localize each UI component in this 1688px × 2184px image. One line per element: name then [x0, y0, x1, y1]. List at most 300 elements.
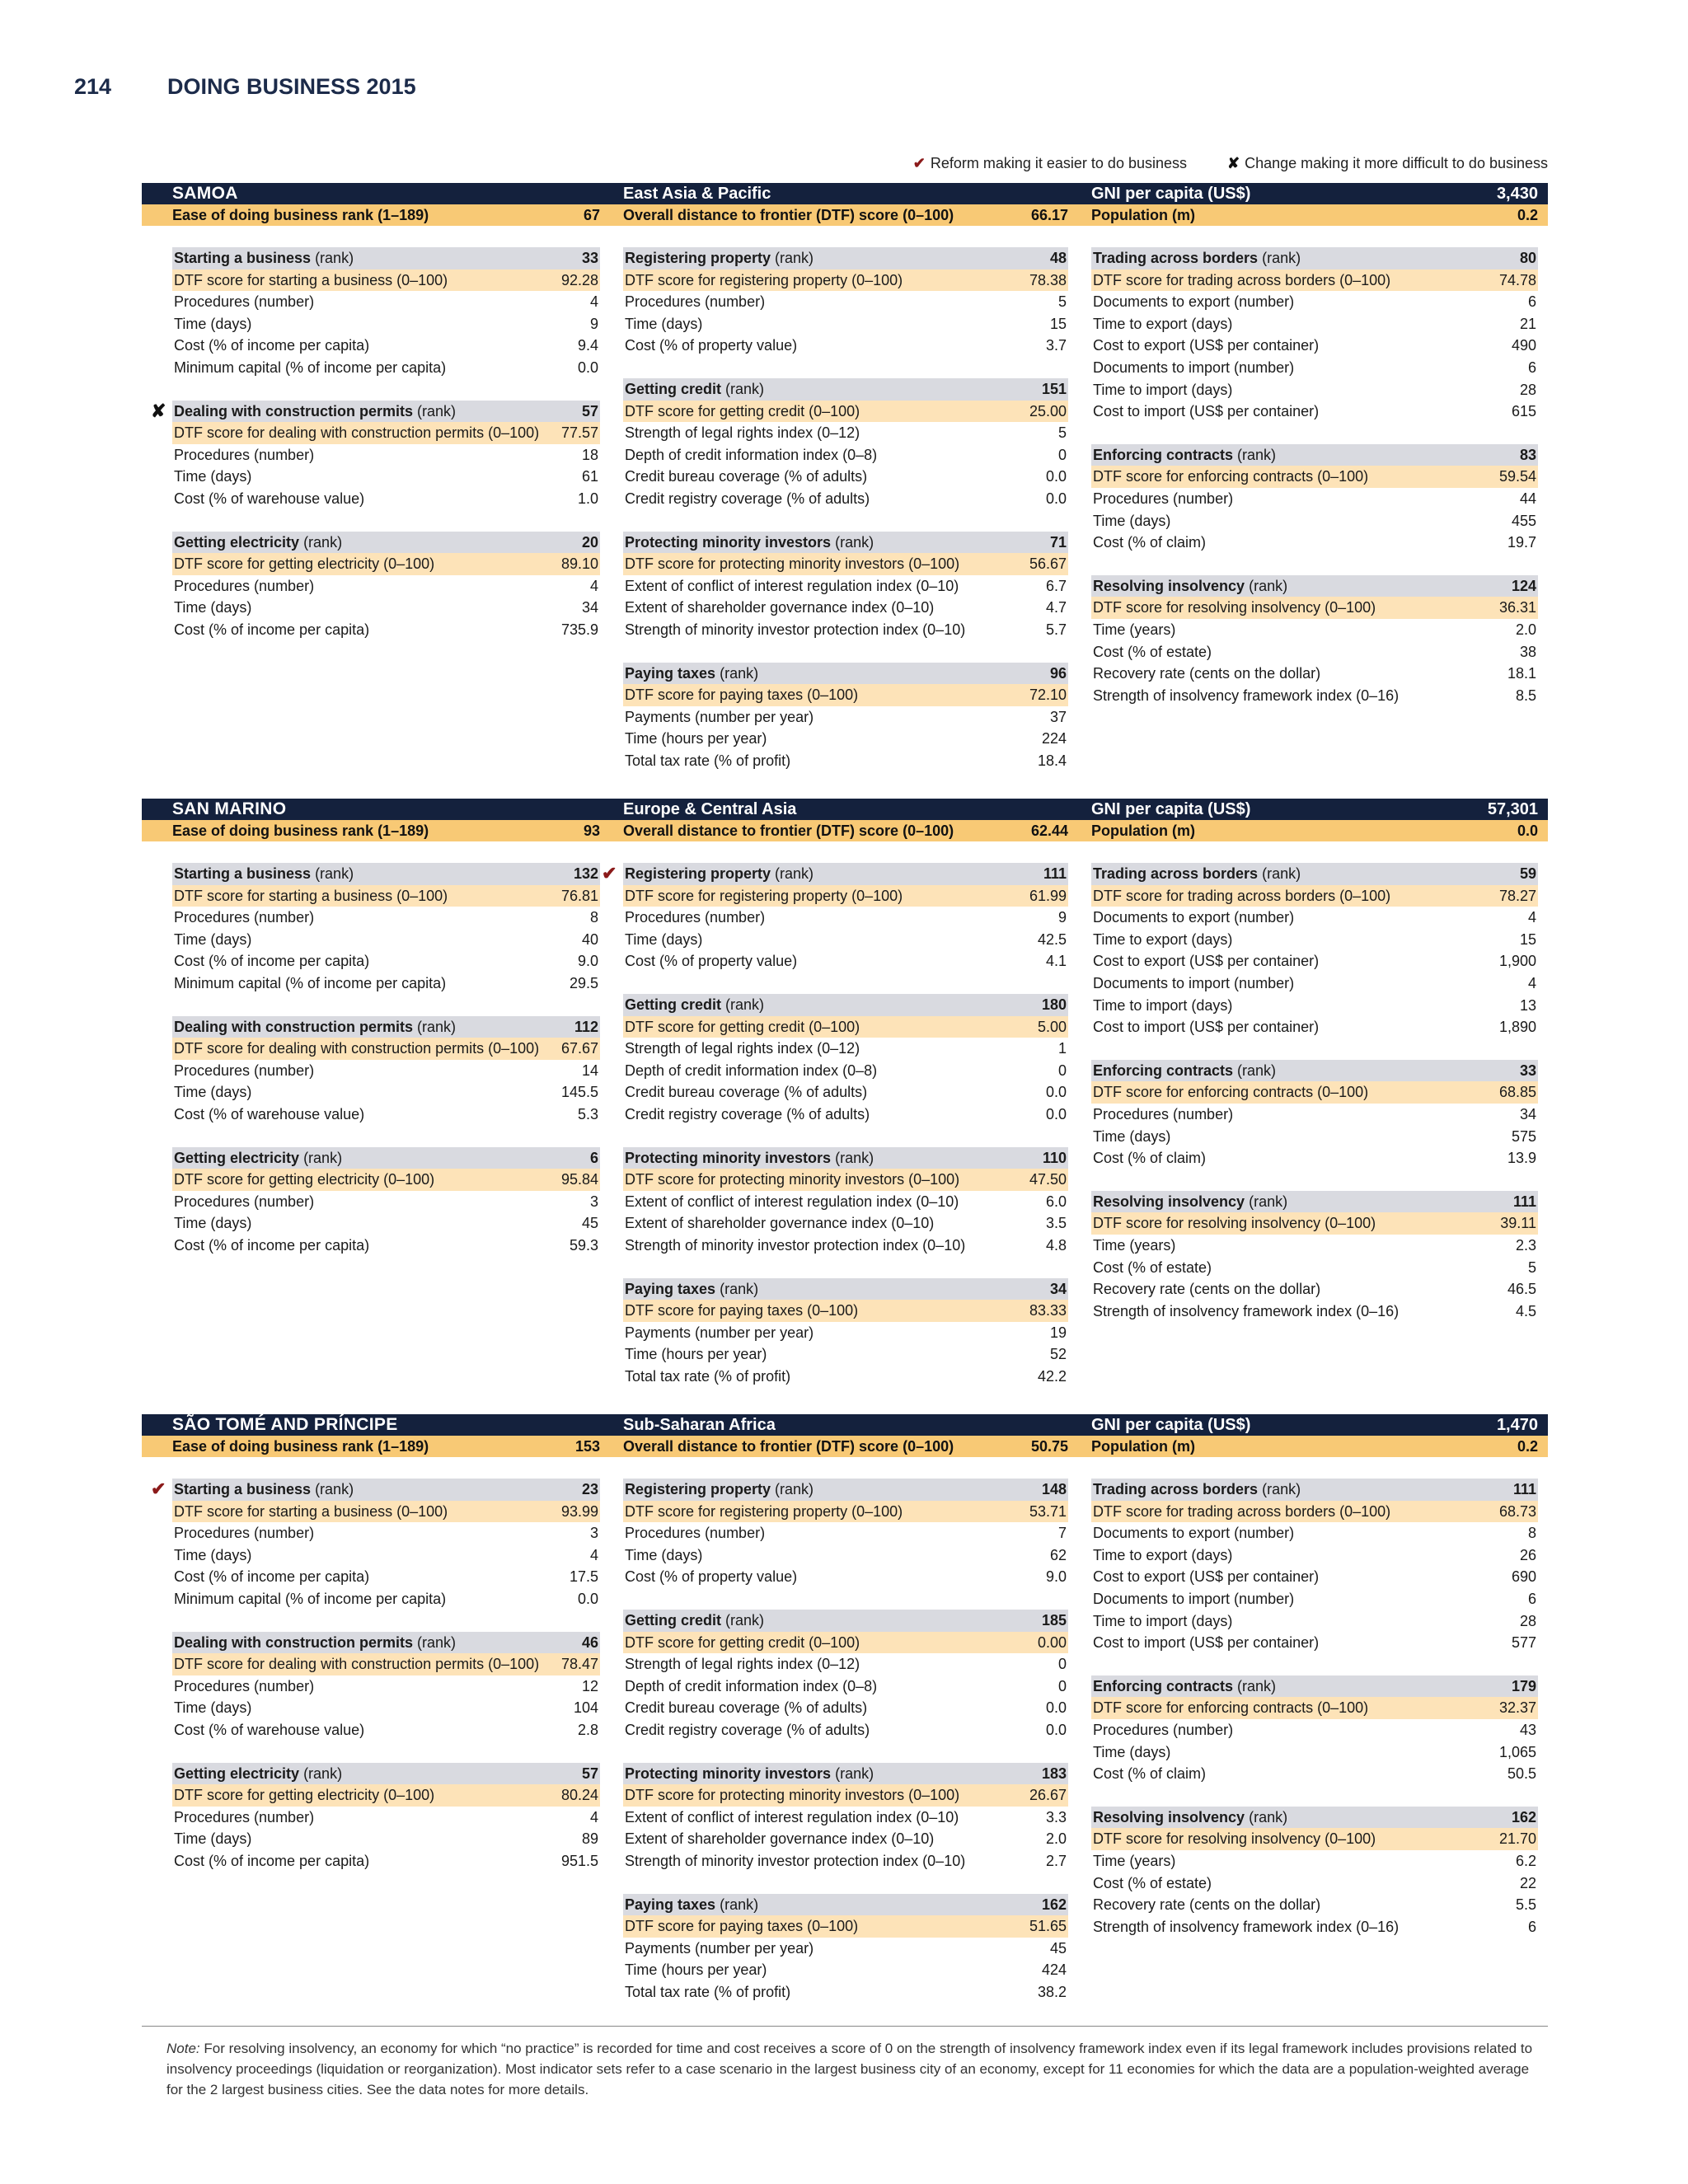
indicator-row — [1091, 1147, 1538, 1169]
indicator-row-label: Strength of minority investor protection index (0–10) — [625, 1852, 966, 1869]
indicator-title: Protecting minority investors — [625, 533, 832, 551]
indicator-block — [623, 1278, 1068, 1388]
indicator-title: Protecting minority investors — [625, 1149, 832, 1166]
economy-profile — [142, 183, 1548, 793]
dtf-score-label: DTF score for resolving insolvency (0–100) — [1093, 1830, 1376, 1848]
indicator-header — [623, 247, 1068, 269]
dtf-score-label: DTF score for starting a business (0–100) — [174, 271, 448, 288]
indicator-header — [1091, 247, 1538, 269]
indicator-row-value: 15 — [1049, 315, 1067, 332]
indicator-row-label: Strength of legal rights index (0–12) — [625, 1656, 860, 1673]
indicator-row — [172, 950, 600, 972]
indicator-title: Starting a business — [174, 865, 312, 882]
indicator-row-label: Time (hours per year) — [625, 1346, 767, 1363]
dtf-score-value: 95.84 — [560, 1171, 598, 1188]
indicator-title: Registering property — [625, 250, 771, 266]
indicator-row-value: 1 — [1057, 1040, 1067, 1057]
page-title: DOING BUSINESS 2015 — [167, 74, 416, 99]
dtf-score-value: 26.67 — [1029, 1787, 1067, 1804]
dtf-score-label: DTF score for registering property (0–100) — [625, 887, 903, 904]
indicator-title: Getting electricity — [174, 533, 300, 551]
indicator-row-label: Strength of minority investor protection index (0–10) — [625, 1236, 966, 1254]
indicator-row-label: Cost (% of estate) — [1093, 1258, 1212, 1276]
region: Europe & Central Asia — [623, 799, 797, 818]
dtf-score-row — [172, 422, 600, 444]
indicator-row — [1091, 1522, 1538, 1544]
indicator-row — [1091, 1719, 1538, 1741]
dtf-score-label: DTF score for trading across borders (0–100) — [1093, 271, 1391, 288]
indicator-row — [172, 972, 600, 995]
dtf-score-row — [1091, 269, 1538, 292]
indicator-row-value: 4 — [589, 1808, 598, 1825]
indicator-rank: 57 — [581, 1765, 598, 1782]
indicator-row — [623, 1719, 1068, 1741]
indicator-row-label: Strength of insolvency framework index (0–16) — [1093, 1302, 1400, 1319]
indicator-block — [623, 1147, 1068, 1257]
ease-label: Ease of doing business rank (1–189) — [172, 822, 429, 839]
indicator-row-value: 490 — [1511, 337, 1536, 354]
indicator-block — [623, 663, 1068, 772]
rank-word: (rank) — [835, 1765, 874, 1782]
indicator-row — [1091, 641, 1538, 663]
indicator-header — [623, 532, 1068, 554]
indicator-row — [623, 444, 1068, 466]
legend-reform-label: Reform making it easier to do business — [930, 155, 1188, 171]
indicator-row-value: 1,890 — [1498, 1019, 1536, 1036]
indicator-block — [623, 378, 1068, 510]
indicator-row — [172, 291, 600, 313]
indicator-row-label: Credit bureau coverage (% of adults) — [625, 1699, 868, 1717]
legend-change-label: Change making it more difficult to do business — [1245, 155, 1548, 171]
dtf-score-label: DTF score for getting electricity (0–100) — [174, 1171, 435, 1188]
indicator-row-value: 19.7 — [1507, 534, 1536, 551]
ease-value: 67 — [583, 206, 600, 223]
indicator-row-label: Cost (% of income per capita) — [174, 337, 370, 354]
gni-label: GNI per capita (US$) — [1091, 799, 1251, 818]
indicator-row-label: Cost to export (US$ per container) — [1093, 953, 1320, 970]
rank-word: (rank) — [417, 1018, 457, 1035]
indicator-block — [623, 1479, 1068, 1588]
indicator-row-label: Strength of insolvency framework index (0–16) — [1093, 687, 1400, 704]
indicator-row-label: Total tax rate (% of profit) — [625, 1983, 791, 2000]
indicator-row-value: 17.5 — [569, 1568, 598, 1586]
economy-header-band — [142, 799, 1548, 820]
indicator-row-value: 2.7 — [1045, 1852, 1067, 1869]
economy-header-band — [142, 1414, 1548, 1436]
dtf-score-value: 67.67 — [560, 1040, 598, 1057]
indicator-row-value: 2.8 — [577, 1721, 598, 1738]
indicator-row-value: 6.0 — [1045, 1193, 1067, 1210]
indicator-row-label: Credit registry coverage (% of adults) — [625, 490, 870, 507]
indicator-rank: 110 — [1042, 1149, 1067, 1166]
indicator-row-value: 224 — [1041, 730, 1067, 748]
indicator-row-label: Cost (% of income per capita) — [174, 1852, 370, 1869]
dtf-score-row — [172, 1784, 600, 1807]
region: Sub-Saharan Africa — [623, 1415, 776, 1434]
indicator-row-value: 0.0 — [1045, 468, 1067, 485]
population-value: 0.2 — [1517, 1437, 1538, 1455]
gni-label: GNI per capita (US$) — [1091, 184, 1251, 203]
indicator-header — [172, 1016, 600, 1038]
dtf-score-row — [1091, 1828, 1538, 1850]
indicator-row-value: 735.9 — [560, 621, 598, 638]
indicator-rank: 33 — [1519, 1062, 1536, 1079]
indicator-row-label: Cost (% of property value) — [625, 337, 798, 354]
rank-word: (rank) — [417, 1633, 457, 1651]
indicator-row-value: 615 — [1511, 403, 1536, 420]
dtf-score-label: DTF score for getting electricity (0–100) — [174, 555, 435, 573]
indicator-row — [172, 1060, 600, 1082]
indicator-row-value: 0.0 — [577, 359, 598, 376]
indicator-row-label: Time (hours per year) — [625, 1961, 767, 1979]
indicator-row-label: Recovery rate (cents on the dollar) — [1093, 1281, 1321, 1298]
indicator-row-value: 18.4 — [1037, 752, 1067, 769]
indicator-row — [1091, 1257, 1538, 1279]
indicator-block — [623, 1763, 1068, 1872]
footnote — [142, 2026, 1548, 2100]
indicator-row-value: 6 — [1527, 359, 1536, 376]
dtf-score-label: DTF score for registering property (0–100) — [625, 271, 903, 288]
indicator-row-label: Procedures (number) — [174, 577, 315, 594]
indicator-row-value: 5.5 — [1515, 1896, 1536, 1914]
indicator-block — [172, 1763, 600, 1872]
legend — [877, 155, 1548, 172]
indicator-row — [1091, 950, 1538, 972]
indicator-row-value: 4 — [589, 577, 598, 594]
dtf-score-value: 89.10 — [560, 555, 598, 573]
indicator-row — [172, 1675, 600, 1698]
indicator-rank: 162 — [1041, 1896, 1067, 1913]
indicator-title: Registering property — [625, 1481, 771, 1497]
indicator-header — [623, 378, 1068, 401]
indicator-row — [623, 597, 1068, 619]
dtf-score-label: DTF score for protecting minority investors (0–100) — [625, 1171, 960, 1188]
indicator-row — [1091, 1544, 1538, 1567]
rank-word: (rank) — [417, 402, 457, 419]
indicator-row — [623, 291, 1068, 313]
dtf-score-row — [623, 553, 1068, 575]
dtf-score-row — [623, 1300, 1068, 1322]
indicator-row-label: Procedures (number) — [1093, 1721, 1234, 1738]
indicator-row — [172, 488, 600, 510]
indicator-row-label: Procedures (number) — [625, 293, 766, 311]
ease-label: Ease of doing business rank (1–189) — [172, 1437, 429, 1455]
indicator-row-value: 4.5 — [1515, 1302, 1536, 1319]
indicator-row-label: Cost (% of property value) — [625, 953, 798, 970]
dtf-score-label: DTF score for paying taxes (0–100) — [625, 1302, 859, 1319]
indicator-rank: 185 — [1041, 1611, 1067, 1629]
indicator-row-label: Time (days) — [174, 468, 252, 485]
indicator-header — [1091, 1807, 1538, 1829]
indicator-row-value: 15 — [1519, 930, 1536, 948]
indicator-title: Getting credit — [625, 380, 722, 397]
indicator-row-label: Time to import (days) — [1093, 996, 1233, 1014]
dtf-score-label: DTF score for protecting minority investors (0–100) — [625, 1787, 960, 1804]
indicator-column — [602, 863, 1078, 1408]
rank-word: (rank) — [835, 533, 874, 551]
indicator-row — [623, 1959, 1068, 1981]
indicator-row-value: 9.0 — [577, 953, 598, 970]
indicator-row-label: Procedures (number) — [174, 293, 315, 311]
indicator-row-label: Cost (% of income per capita) — [174, 1236, 370, 1254]
indicator-header — [623, 1479, 1068, 1501]
indicator-row-label: Strength of legal rights index (0–12) — [625, 424, 860, 442]
indicator-row — [172, 1719, 600, 1741]
rank-word: (rank) — [303, 1149, 343, 1166]
indicator-row-value: 3.3 — [1045, 1808, 1067, 1825]
indicator-block — [1091, 1479, 1538, 1654]
dtf-score-label: DTF score for resolving insolvency (0–100) — [1093, 599, 1376, 616]
population-value: 0.0 — [1517, 822, 1538, 839]
indicator-row-label: Total tax rate (% of profit) — [625, 752, 791, 769]
indicator-row — [172, 1828, 600, 1850]
indicator-rank: 96 — [1049, 664, 1067, 682]
indicator-header — [172, 1479, 600, 1501]
indicator-row-value: 0 — [1057, 1677, 1067, 1694]
indicator-title: Trading across borders — [1093, 865, 1259, 882]
gni-value: 57,301 — [1487, 799, 1538, 818]
indicator-row-value: 45 — [1049, 1939, 1067, 1957]
indicator-row-label: Documents to import (number) — [1093, 974, 1295, 991]
indicator-row — [623, 575, 1068, 598]
indicator-row-label: Time (days) — [625, 315, 703, 332]
indicator-header — [1091, 1060, 1538, 1082]
indicator-row — [1091, 1916, 1538, 1938]
indicator-row-label: Strength of legal rights index (0–12) — [625, 1040, 860, 1057]
indicator-row-value: 28 — [1519, 1612, 1536, 1629]
indicator-row — [1091, 291, 1538, 313]
indicator-row-value: 89 — [581, 1830, 598, 1848]
indicator-row — [1091, 1632, 1538, 1654]
indicator-row — [623, 1235, 1068, 1257]
indicator-rank: 6 — [589, 1149, 598, 1166]
indicator-row — [1091, 1741, 1538, 1764]
rank-word: (rank) — [303, 1765, 343, 1782]
indicator-row — [1091, 335, 1538, 357]
dtf-score-value: 32.37 — [1498, 1699, 1536, 1717]
rank-word: (rank) — [725, 380, 765, 397]
indicator-block — [172, 247, 600, 379]
dtf-score-label: DTF score for getting credit (0–100) — [625, 1018, 860, 1035]
indicator-rank: 111 — [1512, 1481, 1536, 1497]
gni-value: 1,470 — [1496, 1415, 1538, 1434]
indicator-block — [1091, 1191, 1538, 1323]
population-label: Population (m) — [1091, 1437, 1195, 1455]
dtf-score-row — [172, 1501, 600, 1523]
indicator-row-label: Documents to import (number) — [1093, 1590, 1295, 1607]
dtf-score-row — [172, 553, 600, 575]
indicator-row — [623, 1212, 1068, 1235]
dtf-score-row — [623, 269, 1068, 292]
indicator-header — [172, 1632, 600, 1654]
indicator-row-value: 9 — [1057, 909, 1067, 926]
dtf-score-value: 74.78 — [1498, 271, 1536, 288]
indicator-header — [172, 1147, 600, 1169]
indicator-row-value: 34 — [1519, 1105, 1536, 1122]
dtf-score-label: DTF score for resolving insolvency (0–100) — [1093, 1215, 1376, 1232]
indicator-row — [172, 1566, 600, 1588]
indicator-row — [623, 1566, 1068, 1588]
population-label: Population (m) — [1091, 822, 1195, 839]
rank-word: (rank) — [775, 865, 814, 882]
indicator-block — [1091, 1675, 1538, 1785]
economy-profile — [142, 799, 1548, 1408]
dtf-score-value: 25.00 — [1029, 402, 1067, 419]
indicator-header — [623, 1147, 1068, 1169]
indicator-row-value: 6 — [1527, 293, 1536, 311]
indicator-row-value: 8 — [589, 909, 598, 926]
indicator-column — [1078, 1479, 1548, 2024]
indicator-block — [1091, 247, 1538, 423]
dtf-score-row — [172, 269, 600, 292]
dtf-overall-value: 50.75 — [1030, 1437, 1068, 1455]
indicator-block — [172, 1147, 600, 1257]
dtf-score-value: 39.11 — [1500, 1215, 1536, 1232]
population-label: Population (m) — [1091, 206, 1195, 223]
indicator-title: Enforcing contracts — [1093, 1062, 1234, 1079]
indicator-row-label: Time (years) — [1093, 1852, 1176, 1869]
economy-summary-band — [142, 1436, 1548, 1457]
indicator-row — [1091, 1016, 1538, 1038]
indicator-row-value: 46.5 — [1507, 1281, 1536, 1298]
indicator-header — [623, 1894, 1068, 1916]
indicator-row-label: Time (days) — [625, 930, 703, 948]
dtf-score-row — [623, 1016, 1068, 1038]
indicator-row — [1091, 972, 1538, 995]
indicator-row-label: Time to export (days) — [1093, 1546, 1233, 1563]
indicator-row-value: 4.8 — [1045, 1236, 1067, 1254]
indicator-block — [172, 532, 600, 641]
indicator-row-label: Payments (number per year) — [625, 1324, 814, 1341]
indicator-row — [172, 1588, 600, 1610]
indicator-header — [172, 401, 600, 423]
indicator-block — [1091, 444, 1538, 554]
dtf-score-row — [1091, 1212, 1538, 1235]
indicator-row-value: 21 — [1519, 315, 1536, 332]
indicator-row-label: Strength of insolvency framework index (0–16) — [1093, 1918, 1400, 1935]
indicator-row-value: 5.7 — [1045, 621, 1067, 638]
rank-word: (rank) — [1249, 577, 1288, 594]
indicator-row — [623, 1343, 1068, 1366]
indicator-row — [172, 1544, 600, 1567]
indicator-row-label: Procedures (number) — [174, 1525, 315, 1542]
dtf-score-value: 61.99 — [1029, 887, 1067, 904]
dtf-score-value: 76.81 — [560, 887, 598, 904]
indicator-row-value: 424 — [1041, 1961, 1067, 1979]
indicator-row-label: Documents to export (number) — [1093, 1525, 1295, 1542]
indicator-row-label: Time (days) — [174, 1830, 252, 1848]
indicator-row-label: Time (years) — [1093, 1236, 1176, 1254]
dtf-score-label: DTF score for starting a business (0–100) — [174, 887, 448, 904]
rank-word: (rank) — [1237, 446, 1277, 463]
indicator-header — [623, 663, 1068, 685]
dtf-score-row — [623, 1501, 1068, 1523]
indicator-row-label: Depth of credit information index (0–8) — [625, 1062, 878, 1079]
indicator-row — [623, 1675, 1068, 1698]
dtf-score-value: 78.38 — [1029, 271, 1067, 288]
dtf-score-row — [623, 885, 1068, 907]
reform-check-icon: ✔ — [151, 1479, 166, 1499]
indicator-row-label: Time (days) — [174, 1546, 252, 1563]
dtf-overall-label: Overall distance to frontier (DTF) score (0–100) — [623, 822, 954, 839]
indicator-block — [623, 1610, 1068, 1741]
dtf-score-value: 72.10 — [1029, 687, 1067, 704]
indicator-row-value: 61 — [581, 468, 598, 485]
indicator-row-label: Strength of minority investor protection index (0–10) — [625, 621, 966, 638]
indicator-row-label: Minimum capital (% of income per capita) — [174, 359, 447, 376]
indicator-row-value: 43 — [1519, 1721, 1536, 1738]
economy-name: SAN MARINO — [172, 799, 287, 818]
legend-change — [1227, 155, 1548, 172]
indicator-rank: 20 — [581, 533, 598, 551]
indicator-row — [623, 1850, 1068, 1872]
indicator-row-label: Total tax rate (% of profit) — [625, 1367, 791, 1385]
indicator-title: Protecting minority investors — [625, 1765, 832, 1782]
indicator-row-label: Credit bureau coverage (% of adults) — [625, 1084, 868, 1101]
rank-word: (rank) — [775, 250, 814, 266]
indicator-row-value: 6.7 — [1045, 577, 1067, 594]
dtf-score-row — [623, 1632, 1068, 1654]
indicator-row-label: Extent of conflict of interest regulation index (0–10) — [625, 1808, 959, 1825]
rank-word: (rank) — [725, 1611, 765, 1629]
indicator-row — [623, 1653, 1068, 1675]
indicator-header — [623, 994, 1068, 1016]
dtf-score-value: 21.70 — [1498, 1830, 1536, 1848]
indicator-row — [172, 335, 600, 357]
indicator-row-value: 2.0 — [1045, 1830, 1067, 1848]
indicator-row-value: 6 — [1527, 1590, 1536, 1607]
indicator-row-label: Cost (% of warehouse value) — [174, 1105, 365, 1122]
indicator-row — [623, 619, 1068, 641]
indicator-header — [1091, 1675, 1538, 1698]
indicator-title: Paying taxes — [625, 664, 716, 682]
rank-word: (rank) — [1237, 1677, 1277, 1694]
indicator-header — [623, 863, 1068, 885]
indicator-rank: 46 — [581, 1633, 598, 1651]
indicator-rank: 132 — [573, 865, 598, 882]
indicator-row-label: Credit registry coverage (% of adults) — [625, 1721, 870, 1738]
indicator-row-label: Procedures (number) — [625, 909, 766, 926]
population-value: 0.2 — [1517, 206, 1538, 223]
indicator-row-label: Cost (% of warehouse value) — [174, 490, 365, 507]
indicator-row-value: 4 — [1527, 974, 1536, 991]
indicator-row-label: Depth of credit information index (0–8) — [625, 1677, 878, 1694]
indicator-rank: 48 — [1049, 250, 1067, 266]
indicator-row-value: 575 — [1511, 1127, 1536, 1145]
indicator-row — [1091, 929, 1538, 951]
indicator-row — [172, 444, 600, 466]
indicator-block — [623, 1894, 1068, 2004]
indicator-row-label: Procedures (number) — [174, 1062, 315, 1079]
indicator-block — [172, 1632, 600, 1741]
indicator-columns — [142, 247, 1548, 793]
indicator-row-label: Cost (% of income per capita) — [174, 621, 370, 638]
indicator-block — [1091, 863, 1538, 1038]
indicator-row-value: 0.0 — [1045, 490, 1067, 507]
indicator-row-label: Cost (% of estate) — [1093, 643, 1212, 660]
indicator-row — [1091, 1850, 1538, 1872]
indicator-row — [1091, 1872, 1538, 1895]
indicator-row-value: 5 — [1057, 424, 1067, 442]
dtf-score-row — [1091, 885, 1538, 907]
indicator-title: Resolving insolvency — [1093, 577, 1245, 594]
indicator-row — [1091, 1763, 1538, 1785]
indicator-title: Trading across borders — [1093, 1481, 1259, 1497]
indicator-row — [172, 597, 600, 619]
indicator-row — [172, 1104, 600, 1126]
reform-check-icon: ✔ — [602, 863, 617, 883]
dtf-score-value: 0.00 — [1037, 1633, 1067, 1651]
